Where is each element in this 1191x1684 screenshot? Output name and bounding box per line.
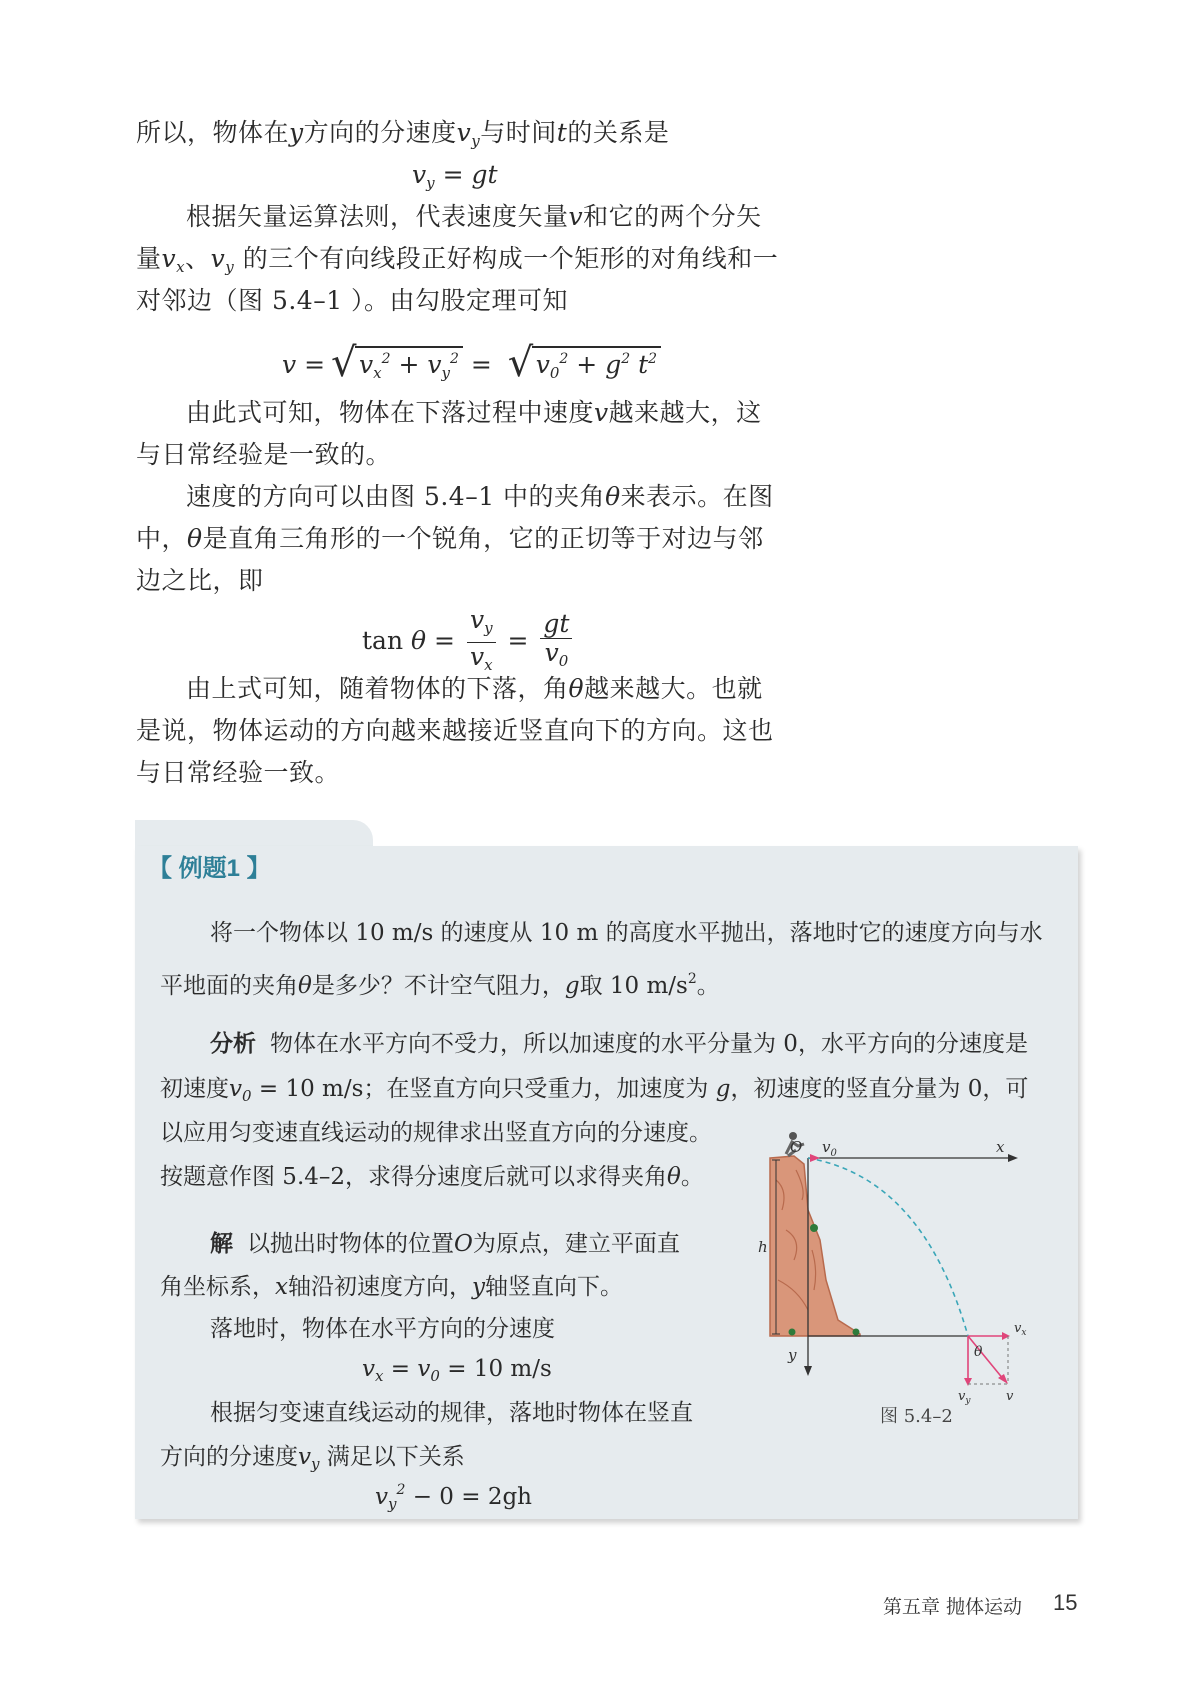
solution-line-2 bbox=[160, 1264, 623, 1310]
paragraph-3 bbox=[136, 392, 762, 434]
solution-label: 解 bbox=[210, 1230, 233, 1256]
plant-1 bbox=[810, 1224, 818, 1232]
var-theta: θ bbox=[411, 626, 427, 655]
figure-5-4-2 bbox=[758, 1120, 1068, 1406]
label-theta: θ bbox=[974, 1344, 983, 1360]
text: 取 10 m/s bbox=[579, 973, 688, 999]
text: 是多少？不计空气阻力， bbox=[311, 973, 565, 999]
plant-3 bbox=[853, 1329, 860, 1336]
var-theta: θ bbox=[605, 482, 621, 511]
y-axis-arrow bbox=[804, 1366, 812, 1376]
den: v bbox=[544, 638, 559, 667]
equation-vy-gt bbox=[412, 160, 498, 192]
page-number: 15 bbox=[1053, 1590, 1078, 1615]
text: 满足以下关系 bbox=[326, 1444, 465, 1470]
text: 。 bbox=[696, 973, 720, 999]
text: = 10 m/s；在竖直方向只受重力，加速度为 bbox=[258, 1076, 709, 1102]
text: 速度的方向可以由图 5.4–1 中的夹角 bbox=[186, 482, 606, 511]
vx-arrowhead bbox=[1002, 1332, 1010, 1340]
text: 中， bbox=[136, 524, 188, 553]
paragraph-2-line-3 bbox=[136, 280, 568, 322]
figure-caption: 图 5.4–2 bbox=[880, 1406, 953, 1427]
text: 方向的分速度 bbox=[160, 1444, 298, 1470]
plant-2 bbox=[789, 1329, 796, 1336]
paragraph-1 bbox=[136, 112, 669, 162]
equation-rhs: − 0 = 2gh bbox=[412, 1484, 532, 1510]
text: 是说，物体运动的方向越来越接近竖直向下的方向。这也 bbox=[136, 716, 774, 745]
var-y: y bbox=[289, 118, 304, 147]
paragraph-3-line-2 bbox=[136, 434, 391, 476]
text: 与时间 bbox=[480, 118, 557, 147]
subscript: y bbox=[426, 174, 435, 192]
text: 初速度 bbox=[160, 1076, 229, 1102]
paragraph-4 bbox=[136, 476, 774, 518]
tan: tan bbox=[362, 626, 404, 655]
text: 以抛出时物体的位置 bbox=[247, 1231, 454, 1257]
question-line-1 bbox=[210, 910, 1043, 956]
var-theta: θ bbox=[568, 674, 585, 703]
text: 越来越大，这 bbox=[608, 398, 762, 427]
subscript: y bbox=[471, 132, 481, 150]
text: 按题意作图 5.4–2，求得分速度后就可以求得夹角 bbox=[160, 1164, 668, 1190]
subscript-0: 0 bbox=[242, 1087, 252, 1105]
text: 根据匀变速直线运动的规律，落地时物体在竖直 bbox=[210, 1400, 693, 1426]
solution-line-3 bbox=[210, 1306, 555, 1352]
text: ，初速度的竖直分量为 0，可 bbox=[730, 1076, 1029, 1102]
text: 与日常经验是一致的。 bbox=[136, 440, 392, 469]
var-theta: θ bbox=[298, 973, 312, 999]
text: 由上式可知，随着物体的下落，角 bbox=[186, 674, 569, 703]
num: v bbox=[469, 605, 485, 634]
vy-arrowhead bbox=[964, 1378, 972, 1386]
paragraph-5 bbox=[136, 668, 763, 710]
text: 和它的两个分矢 bbox=[583, 202, 762, 231]
paragraph-4-line-2 bbox=[136, 518, 764, 560]
label-h: h bbox=[758, 1238, 768, 1256]
example-title: 【 例题1 】 bbox=[148, 855, 271, 882]
text: 方向的分速度 bbox=[303, 118, 457, 147]
text: 物体在水平方向不受力，所以加速度的水平分量为 0，水平方向的分速度是 bbox=[270, 1031, 1028, 1057]
analysis-line-3 bbox=[160, 1110, 712, 1156]
text: 以应用匀变速直线运动的规律求出竖直方向的分速度。 bbox=[160, 1120, 712, 1146]
var-v: v bbox=[568, 202, 584, 231]
subscript-y: y bbox=[311, 1455, 320, 1473]
label-vx: $v_x$ bbox=[1014, 1321, 1027, 1338]
subscript-x: x bbox=[176, 258, 186, 276]
var-g: g bbox=[564, 973, 580, 999]
text: 由此式可知，物体在下落过程中速度 bbox=[186, 398, 595, 427]
var-y: y bbox=[471, 1274, 485, 1300]
fraction-gt-v0 bbox=[540, 610, 572, 675]
subscript: x bbox=[484, 656, 493, 674]
text: 越来越大。也就 bbox=[584, 674, 763, 703]
paragraph-5-line-2 bbox=[136, 710, 774, 752]
equation-speed: v = √ $v_x^2 + v_y^2$ = √ $v_0^2 + g^2$ $t^2$ bbox=[282, 350, 661, 382]
var-vy: v bbox=[298, 1444, 311, 1470]
text: 是直角三角形的一个锐角，它的正切等于对边与邻 bbox=[202, 524, 764, 553]
text: 。 bbox=[680, 1164, 704, 1190]
text: 落地时，物体在水平方向的分速度 bbox=[210, 1316, 555, 1342]
equation-vy2: $v_y^2 - 0 = 2gh$ bbox=[375, 1482, 532, 1513]
subscript-y: y bbox=[225, 258, 235, 276]
text: 轴竖直向下。 bbox=[484, 1274, 623, 1300]
text: 量 bbox=[136, 244, 162, 273]
solution-line-1 bbox=[210, 1220, 680, 1267]
footer-chapter: 第五章 抛体运动 bbox=[883, 1596, 1023, 1618]
superscript: 2 bbox=[687, 971, 697, 987]
text: 将一个物体以 10 m/s 的速度从 10 m 的高度水平抛出，落地时它的速度方向与水 bbox=[210, 920, 1043, 946]
var-O: O bbox=[454, 1231, 473, 1257]
equation-vx-v0: $v_x = v_0 = 10$ m/s bbox=[362, 1356, 552, 1385]
var-g: g bbox=[715, 1076, 731, 1102]
text: 的三个有向线段正好构成一个矩形的对角线和一 bbox=[242, 244, 779, 273]
label-y: y bbox=[788, 1346, 797, 1364]
text: 角坐标系， bbox=[160, 1274, 275, 1300]
var-v: v bbox=[594, 398, 609, 427]
text: 边之比，即 bbox=[136, 566, 264, 595]
sqrt-2: √ $v_0^2 + g^2$ $t^2$ bbox=[514, 350, 661, 382]
subscript: 0 bbox=[558, 652, 569, 670]
paragraph-2 bbox=[136, 196, 776, 238]
text: 的关系是 bbox=[567, 118, 670, 147]
analysis-label: 分析 bbox=[210, 1030, 256, 1056]
num: gt bbox=[543, 609, 570, 638]
var-theta: θ bbox=[187, 524, 203, 553]
var-theta: θ bbox=[667, 1164, 681, 1190]
solution-line-5 bbox=[160, 1434, 465, 1487]
label-v0: $v_0$ bbox=[822, 1138, 837, 1159]
text: 根据矢量运算法则，代表速度矢量 bbox=[186, 202, 569, 231]
den: v bbox=[469, 642, 485, 671]
solution-line-4 bbox=[210, 1390, 693, 1436]
var-vx: v bbox=[161, 244, 177, 273]
label-O: O bbox=[790, 1138, 803, 1156]
equation-value: = 10 m/s bbox=[447, 1356, 552, 1382]
var-v: v bbox=[456, 118, 472, 147]
text: 对邻边（图 5.4–1 ）。由勾股定理可知 bbox=[136, 286, 569, 315]
text: 与日常经验一致。 bbox=[136, 758, 341, 787]
text: 为原点，建立平面直 bbox=[472, 1231, 680, 1257]
paragraph-4-line-3 bbox=[136, 560, 264, 602]
label-vy: $v_y$ bbox=[958, 1389, 971, 1406]
text: 平地面的夹角 bbox=[160, 973, 298, 999]
text: 来表示。在图 bbox=[620, 482, 774, 511]
text: 轴沿初速度方向， bbox=[287, 1274, 472, 1300]
question-line-2 bbox=[160, 956, 720, 1009]
cliff-rock bbox=[770, 1156, 860, 1336]
text: 、 bbox=[185, 244, 211, 273]
var-v: v bbox=[412, 160, 427, 189]
x-axis-arrow bbox=[1008, 1154, 1018, 1162]
var-t: t bbox=[556, 118, 568, 147]
text: 所以，物体在 bbox=[136, 118, 290, 147]
sqrt-1: √ $v_x^2 + v_y^2$ bbox=[337, 350, 463, 382]
var-vy: v bbox=[210, 244, 226, 273]
subscript: y bbox=[484, 619, 493, 637]
var-x: x bbox=[275, 1274, 288, 1300]
label-x: x bbox=[996, 1138, 1005, 1156]
label-v: v bbox=[1006, 1389, 1014, 1404]
equation-tan: tan θ = $\frac{v_y}{v_x}$ = $\frac{gt}{v_0}$ bbox=[362, 606, 576, 679]
analysis-line-1 bbox=[210, 1020, 1028, 1067]
paragraph-5-line-3 bbox=[136, 752, 340, 794]
analysis-line-4 bbox=[160, 1154, 704, 1200]
var-v0: v bbox=[229, 1076, 242, 1102]
equation-rhs: = gt bbox=[442, 160, 498, 189]
